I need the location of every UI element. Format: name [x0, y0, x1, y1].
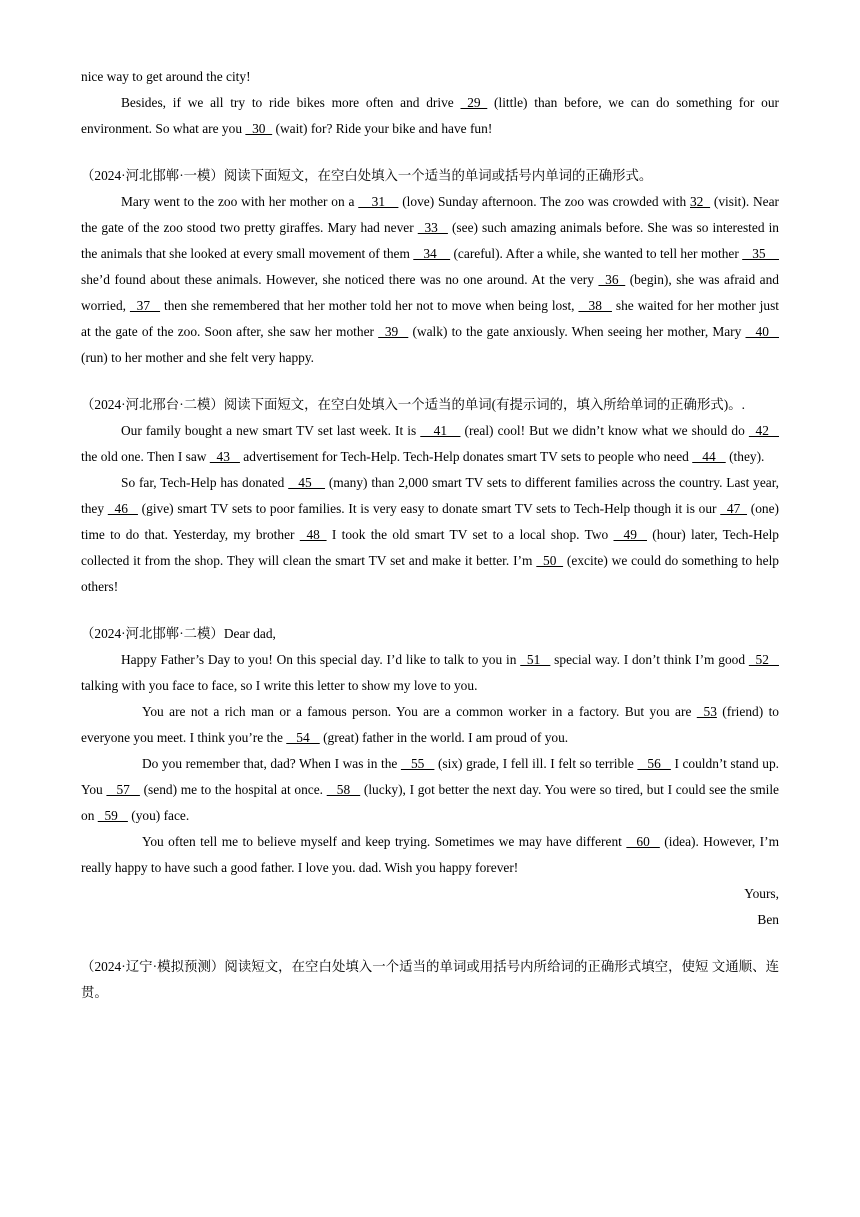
letter-paragraph: You are not a rich man or a famous person. You are a common worker in a factory. But you are 53 (friend) to everyone you meet. I think you’re the 54 (great) father in the world. I am proud of you.: [81, 699, 779, 751]
blank-49[interactable]: 49: [613, 527, 647, 542]
passage-line: nice way to get around the city!: [81, 69, 251, 84]
blank-50[interactable]: 50: [536, 553, 564, 568]
blank-60[interactable]: 60: [626, 834, 660, 849]
blank-36[interactable]: 36: [598, 272, 626, 287]
blank-47[interactable]: 47: [720, 501, 748, 516]
blank-29[interactable]: 29: [460, 95, 488, 110]
letter-signature: Ben: [757, 912, 779, 927]
blank-56[interactable]: 56: [637, 756, 671, 771]
blank-58[interactable]: 58: [326, 782, 361, 797]
passage-paragraph: So far, Tech-Help has donated 45 (many) than 2,000 smart TV sets to different families across the country. Last year, they 46 (give) smart TV sets to poor families. It is very easy to donate smart TV sets to Tech-Help though it is our 47 (one) time to do that. Yesterday, my brother 48 I took the old smart TV set to a local shop. Two 49 (hour) later, Tech-Help collected it from the shop. They will clean the smart TV set and make it better. I’m 50 (excite) we could do something to help others!: [81, 470, 779, 600]
blank-37[interactable]: 37: [129, 298, 161, 313]
blank-52[interactable]: 52: [748, 652, 779, 667]
blank-54[interactable]: 54: [286, 730, 320, 745]
section-heading-1: （2024·河北邯郸·一模）阅读下面短文，在空白处填入一个适当的单词或括号内单词的正确形式。: [81, 168, 653, 183]
blank-59[interactable]: 59: [97, 808, 128, 823]
blank-35[interactable]: 35: [742, 246, 780, 261]
letter-paragraph: Happy Father’s Day to you! On this special day. I’d like to talk to you in 51 special way. I don’t think I’m good 52 talking with you face to face, so I write this letter to show my love to you.: [81, 647, 779, 699]
section-heading-2: （2024·河北邢台·二模）阅读下面短文，在空白处填入一个适当的单词(有提示词的，填入所给单词的正确形式)。.: [81, 397, 745, 412]
document-page: [81, 64, 779, 1006]
letter-paragraph: Do you remember that, dad? When I was in the 55 (six) grade, I fell ill. I felt so terrible 56 I couldn’t stand up. You 57 (send) me to the hospital at once. 58 (lucky), I got better the next day. You were so tired, but I could see the smile on 59 (you) face.: [81, 751, 779, 829]
blank-55[interactable]: 55: [400, 756, 435, 771]
letter-closing: Yours,: [744, 886, 779, 901]
blank-51[interactable]: 51: [520, 652, 551, 667]
blank-57[interactable]: 57: [106, 782, 140, 797]
letter-paragraph: You often tell me to believe myself and keep trying. Sometimes we may have different 60 (idea). However, I’m really happy to have such a good father. I love you. dad. Wish you happy forever!: [81, 829, 779, 881]
blank-40[interactable]: 40: [745, 324, 779, 339]
section-heading-3: （2024·河北邯郸·二模）Dear dad,: [81, 626, 276, 641]
blank-31[interactable]: 31: [358, 194, 399, 209]
blank-33[interactable]: 33: [417, 220, 448, 235]
blank-41[interactable]: 41: [420, 423, 461, 438]
blank-45[interactable]: 45: [288, 475, 326, 490]
blank-53[interactable]: 53: [696, 704, 717, 719]
blank-46[interactable]: 46: [107, 501, 138, 516]
blank-34[interactable]: 34: [413, 246, 451, 261]
passage-paragraph: Our family bought a new smart TV set last week. It is 41 (real) cool! But we didn’t know what we should do 42 the old one. Then I saw 43 advertisement for Tech-Help. Tech-Help donates smart TV sets to people who need 44 (they).: [81, 418, 779, 470]
blank-43[interactable]: 43: [209, 449, 240, 464]
blank-42[interactable]: 42: [748, 423, 779, 438]
section-heading-4: （2024·辽宁·模拟预测）阅读短文，在空白处填入一个适当的单词或用括号内所给词的正确形式填空，使短 文通顺、连贯。: [81, 959, 779, 1000]
blank-30[interactable]: 30: [245, 121, 273, 136]
passage-paragraph: Besides, if we all try to ride bikes more often and drive 29 (little) than before, we can do something for our environment. So what are you 30 (wait) for? Ride your bike and have fun!: [81, 90, 779, 142]
blank-39[interactable]: 39: [378, 324, 409, 339]
passage-paragraph: Mary went to the zoo with her mother on a 31 (love) Sunday afternoon. The zoo was crowded with 32 (visit). Near the gate of the zoo stood two pretty giraffes. Mary had never 33 (see) such amazing animals before. She was so interested in the animals that she looked at every small movement of them 34 (careful). After a while, she wanted to tell her mother 35 she’d found about these animals. However, she noticed there was no one around. At the very 36 (begin), she was afraid and worried, 37 then she remembered that her mother told her not to move when being lost, 38 she waited for her mother just at the gate of the zoo. Soon after, she saw her mother 39 (walk) to the gate anxiously. When seeing her mother, Mary 40 (run) to her mother and she felt very happy.: [81, 189, 779, 371]
blank-48[interactable]: 48: [299, 527, 327, 542]
blank-38[interactable]: 38: [578, 298, 612, 313]
blank-44[interactable]: 44: [692, 449, 726, 464]
blank-32[interactable]: 32: [689, 194, 711, 209]
